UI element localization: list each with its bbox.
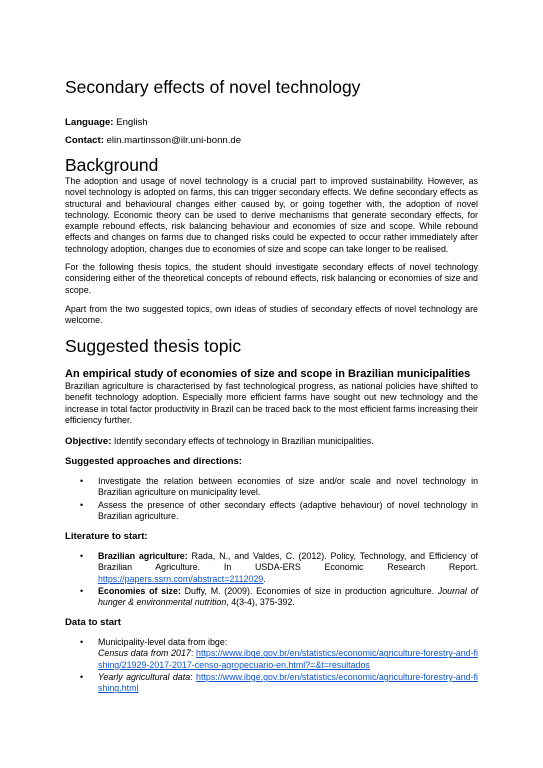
objective-text: Identify secondary effects of technology in Brazilian municipalities. — [111, 436, 374, 446]
objective-line — [65, 436, 374, 447]
approach-text: Assess the presence of other secondary effects (adaptive behaviour) of novel technology in Brazilian agriculture. — [98, 499, 478, 521]
topic-title: An empirical study of economies of size and scope in Brazilian municipalities — [65, 368, 471, 380]
data-intro: Municipality-level data from ibge: — [98, 637, 228, 647]
list-item — [80, 671, 479, 695]
data-heading: Data to start — [65, 617, 121, 628]
contact-line — [65, 135, 241, 146]
bullet-icon: • — [80, 671, 84, 682]
approaches-heading: Suggested approaches and directions: — [65, 456, 242, 467]
topic-paragraph: Brazilian agriculture is characterised by fast technological progress, as national policies have shifted to benefit technology adoption. Especially more efficient farms have sought out new technology and the increase in total factor productivity in Brazil can be traced back to the most efficient farms increasing their efficiency further. — [65, 381, 478, 425]
literature-link[interactable]: https://papers.ssrn.com/abstract=2112029 — [98, 573, 264, 584]
bullet-icon: • — [80, 585, 84, 596]
literature-text: Duffy, M. (2009). Economies of size in production agriculture. — [180, 585, 438, 596]
list-item — [80, 637, 478, 671]
background-heading: Background — [65, 155, 159, 175]
data-separator: : — [190, 671, 197, 682]
bullet-icon: • — [80, 551, 84, 561]
bullet-icon: • — [80, 499, 84, 510]
contact-value: elin.martinsson@ilr.uni-bonn.de — [103, 135, 242, 146]
list-item — [80, 551, 478, 585]
suggested-topic-heading: Suggested thesis topic — [65, 336, 242, 356]
data-list — [80, 637, 479, 694]
approach-text: Investigate the relation between economies of size and/or scale and novel technology in Brazilian agriculture on municipality level. — [98, 476, 478, 498]
page-title: Secondary effects of novel technology — [65, 77, 361, 97]
data-label: Census data from 2017 — [98, 648, 191, 659]
literature-after: , 4(3-4), 375-392. — [226, 597, 295, 608]
list-item — [80, 499, 478, 523]
language-line — [65, 117, 148, 128]
literature-heading: Literature to start: — [65, 531, 148, 542]
data-separator: : — [190, 648, 197, 659]
language-value: English — [113, 117, 148, 128]
bullet-icon: • — [80, 637, 84, 647]
background-paragraph-2: For the following thesis topics, the student should investigate secondary effects of novel technology considering either of the theoretical concepts of rebound effects, risk balancing or economies of size and scope. — [65, 262, 478, 295]
approaches-list — [80, 476, 478, 522]
literature-journal: Journal of hunger & environmental nutrition — [98, 585, 479, 608]
background-paragraph-1: The adoption and usage of novel technology is a crucial part to improved sustainability. However, as novel technology is adopted on farms, this can trigger secondary effects. We define secondary effects as structural and behavioural changes either caused by, or going together with, the adoption of novel technology. Economic theory can be used to derive mechanisms that generate secondary effects, for example rebound effects, risk balancing behaviour and economies of size and scope. While rebound effects and changes on farms due to changed risks could be expected to occur rather immediately after technology adoption, changes due to economies of size and scope can take longer to be realised. — [65, 176, 478, 254]
objective-label: Objective: — [65, 436, 112, 447]
data-link[interactable]: https://www.ibge.gov.br/en/statistics/economic/agriculture-forestry-and-fishing/21929-2017-2017-censo-agropecuario-en.html?=&t=resultados — [98, 648, 478, 670]
literature-label: Brazilian agriculture: — [98, 551, 188, 561]
literature-text: Rada, N., and Valdes, C. (2012). Policy, Technology, and Efficiency of Brazilian Agriculture. In USDA-ERS Economic Research Report. — [98, 551, 478, 573]
data-link[interactable]: https://www.ibge.gov.br/en/statistics/economic/agriculture-forestry-and-fishing.html — [98, 671, 479, 694]
list-item — [80, 585, 479, 609]
background-paragraph-3: Apart from the two suggested topics, own ideas of studies of secondary effects of novel technology are welcome. — [65, 304, 478, 326]
literature-list — [80, 551, 479, 608]
bullet-icon: • — [80, 476, 84, 486]
literature-after: . — [263, 573, 266, 584]
literature-label: Economies of size: — [98, 585, 181, 596]
contact-label: Contact: — [65, 135, 104, 146]
list-item — [80, 476, 478, 499]
data-label: Yearly agricultural data — [98, 671, 191, 682]
language-label: Language: — [65, 117, 114, 128]
